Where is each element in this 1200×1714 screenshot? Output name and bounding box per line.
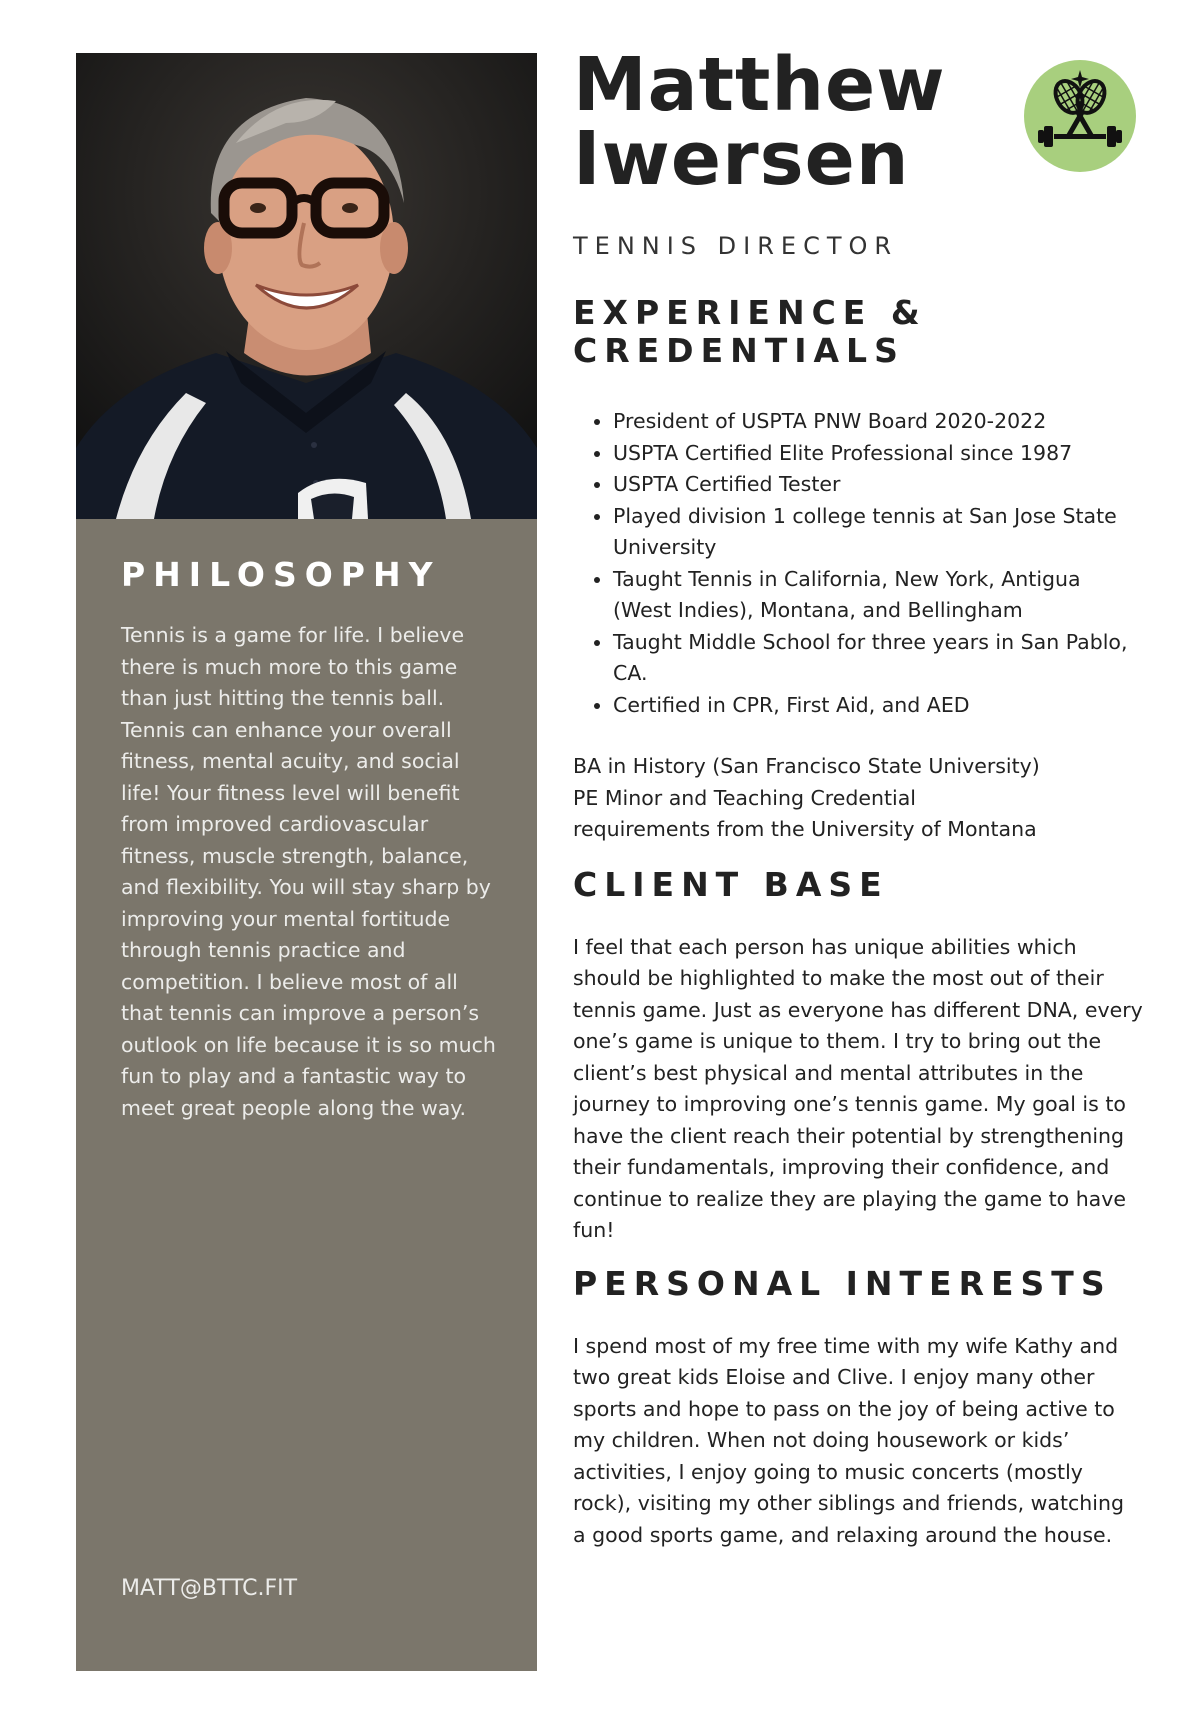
client-base-heading: CLIENT BASE (573, 864, 889, 904)
credentials-list (573, 406, 1143, 721)
name-line-last: Iwersen (573, 116, 910, 202)
client-base-text: I feel that each person has unique abilities which should be highlighted to make the most out of their tennis game. Just as everyone has different DNA, every one’s game is unique to them. I try to bring out the client’s best physical and mental attributes in the journey to improving one’s tennis game. My goal is to have the client reach their potential by strengthening their fundamentals, improving their confidence, and continue to realize they are playing the game to have fun! (573, 934, 1143, 1242)
list-item: • Taught Middle School for three years in San Pablo, CA. (613, 627, 1143, 690)
education-line: requirements from the University of Montana (573, 817, 1037, 841)
education-line: BA in History (San Francisco State University) (573, 754, 1040, 778)
list-item: • President of USPTA PNW Board 2020-2022 (613, 406, 1143, 438)
personal-interests-heading: PERSONAL INTERESTS (573, 1263, 1112, 1303)
philosophy-heading: PHILOSOPHY (121, 555, 441, 594)
contact-email[interactable]: MATT@BTTC.FIT (121, 1576, 298, 1601)
list-item: • USPTA Certified Tester (613, 469, 1143, 501)
list-item: • USPTA Certified Elite Professional since 1987 (613, 438, 1143, 470)
name-line-first: Matthew (573, 42, 946, 128)
personal-interests-text: I spend most of my free time with my wife Kathy and two great kids Eloise and Clive. I enjoy many other sports and hope to pass on the joy of being active to my children. When not doing housework or kids’ activities, I enjoy going to music concerts (mostly rock), visiting my other siblings and friends, watching a good sports game, and relaxing around the house. (573, 1333, 1124, 1547)
list-item: • Certified in CPR, First Aid, and AED (613, 690, 1143, 722)
philosophy-text: Tennis is a game for life. I believe there is much more to this game than just hitting the tennis ball. Tennis can enhance your overall fitness, mental acuity, and social life! Your fitness level will benefit from improved cardiovascular fitness, muscle strength, balance, and flexibility. You will stay sharp by improving your mental fortitude through tennis practice and competition. I believe most of all that tennis can improve a person’s outlook on life because it is so much fun to play and a fantastic way to meet great people along the way. (121, 623, 496, 1120)
main-content (573, 42, 1143, 1551)
job-title: TENNIS DIRECTOR (573, 232, 899, 260)
list-item: • Played division 1 college tennis at San Jose State University (613, 501, 1143, 564)
profile-photo (76, 53, 537, 519)
person-name (573, 42, 1143, 202)
education (573, 751, 1143, 846)
list-item: • Taught Tennis in California, New York, Antigua (West Indies), Montana, and Bellingham (613, 564, 1143, 627)
experience-heading: EXPERIENCE & CREDENTIALS (573, 293, 927, 370)
sidebar (76, 53, 537, 1671)
education-line: PE Minor and Teaching Credential (573, 785, 916, 810)
